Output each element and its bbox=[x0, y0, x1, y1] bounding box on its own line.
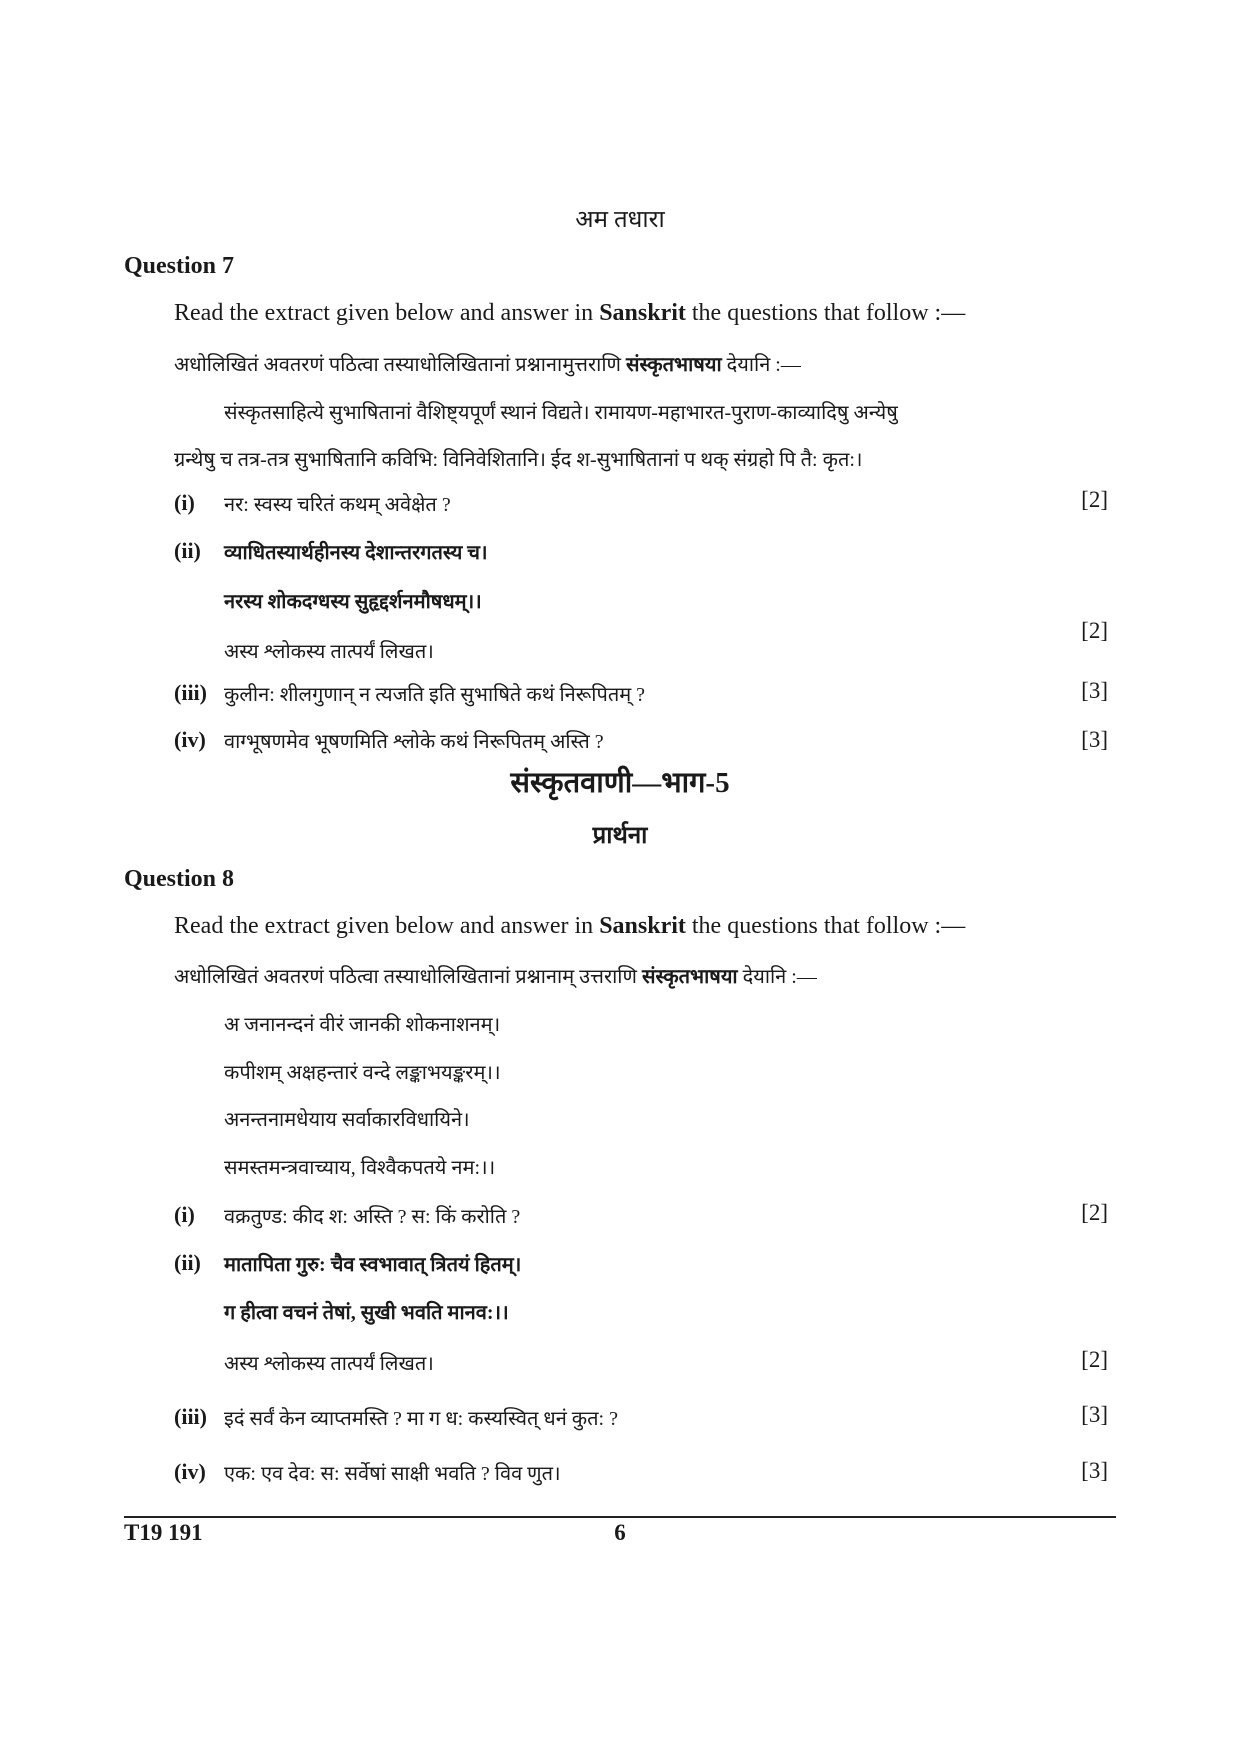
question-text: एक: एव देव: स: सर्वेषां साक्षी भवति ? विव णुत। bbox=[224, 1463, 561, 1485]
verse-line: ग हीत्वा वचनं तेषां, सुखी भवति मानव:।। bbox=[224, 1302, 509, 1324]
question-text: इदं सर्वं केन व्याप्तमस्ति ? मा ग ध: कस्यस्वित् धनं कुत: ? bbox=[224, 1408, 618, 1430]
verse-line: अ जनानन्दनं वीरं जानकी शोकनाशनम्। bbox=[224, 1014, 501, 1036]
question-7-instruction: Read the extract given below and answer in Sanskrit the questions that follow :— bbox=[174, 300, 966, 326]
question-text: वक्रतुण्ड: कीद श: अस्ति ? स: किं करोति ? bbox=[224, 1206, 521, 1228]
section-subtitle: प्रार्थना bbox=[592, 823, 648, 849]
question-number: (iii) bbox=[174, 1404, 207, 1429]
question-text: नर: स्वस्य चरितं कथम् अवेक्षेत ? bbox=[224, 494, 451, 516]
question-number: (ii) bbox=[174, 538, 201, 563]
question-number: (iii) bbox=[174, 680, 207, 705]
question-number: (iv) bbox=[174, 1459, 206, 1484]
marks: [3] bbox=[1081, 1458, 1108, 1483]
question-8-sanskrit-instruction: अधोलिखितं अवतरणं पठित्वा तस्याधोलिखितानां प्रश्नानाम् उत्तराणि संस्कृतभाषया देयानि :— bbox=[174, 966, 817, 988]
marks: [3] bbox=[1081, 678, 1108, 703]
marks: [2] bbox=[1081, 1200, 1108, 1225]
passage-line: ग्रन्थेषु च तत्र-तत्र सुभाषितानि कविभि: विनिवेशितानि। ईद श-सुभाषितानां प थक् संग्रहो पि तै: कृत:। bbox=[174, 449, 863, 471]
verse-line: कपीशम् अक्षहन्तारं वन्दे लङ्काभयङ्करम्।। bbox=[224, 1062, 501, 1084]
page-number: 6 bbox=[614, 1520, 626, 1545]
question-text: कुलीन: शीलगुणान् न त्यजति इति सुभाषिते कथं निरूपितम् ? bbox=[224, 684, 646, 706]
verse-line: नरस्य शोकदग्धस्य सुहृद्दर्शनमौषधम्।। bbox=[224, 591, 482, 613]
verse-line: मातापिता गुरु: चैव स्वभावात् त्रितयं हितम्। bbox=[224, 1254, 522, 1276]
question-number: (iv) bbox=[174, 727, 206, 752]
verse-line: समस्तमन्त्रवाच्याय, विश्वैकपतये नम:।। bbox=[224, 1157, 496, 1179]
question-8-heading: Question 8 bbox=[124, 866, 235, 892]
question-text: अस्य श्लोकस्य तात्पर्यं लिखत। bbox=[224, 1353, 434, 1375]
marks: [3] bbox=[1081, 1402, 1108, 1427]
question-text: वाग्भूषणमेव भूषणमिति श्लोके कथं निरूपितम् अस्ति ? bbox=[224, 731, 604, 753]
section-heading: अम तधारा bbox=[575, 207, 665, 233]
section-title: संस्कृतवाणी—भाग-5 bbox=[510, 767, 730, 799]
question-number: (ii) bbox=[174, 1250, 201, 1275]
question-text: अस्य श्लोकस्य तात्पर्यं लिखत। bbox=[224, 641, 434, 663]
question-8-instruction: Read the extract given below and answer in Sanskrit the questions that follow :— bbox=[174, 913, 966, 939]
paper-code: T19 191 bbox=[124, 1520, 203, 1545]
question-number: (i) bbox=[174, 1202, 195, 1227]
question-7-sanskrit-instruction: अधोलिखितं अवतरणं पठित्वा तस्याधोलिखितानां प्रश्नानामुत्तराणि संस्कृतभाषया देयानि :— bbox=[174, 354, 801, 376]
verse-line: अनन्तनामधेयाय सर्वाकारविधायिने। bbox=[224, 1109, 470, 1131]
marks: [2] bbox=[1081, 618, 1108, 643]
question-number: (i) bbox=[174, 490, 195, 515]
marks: [3] bbox=[1081, 727, 1108, 752]
marks: [2] bbox=[1081, 1347, 1108, 1372]
footer-rule bbox=[124, 1516, 1116, 1518]
verse-line: व्याधितस्यार्थहीनस्य देशान्तरगतस्य च। bbox=[224, 542, 488, 564]
question-7-heading: Question 7 bbox=[124, 253, 235, 279]
passage-line: संस्कृतसाहित्ये सुभाषितानां वैशिष्ट्यपूर्णं स्थानं विद्यते। रामायण-महाभारत-पुराण-काव्यादिषु अन्येषु bbox=[224, 402, 898, 424]
marks: [2] bbox=[1081, 487, 1108, 512]
